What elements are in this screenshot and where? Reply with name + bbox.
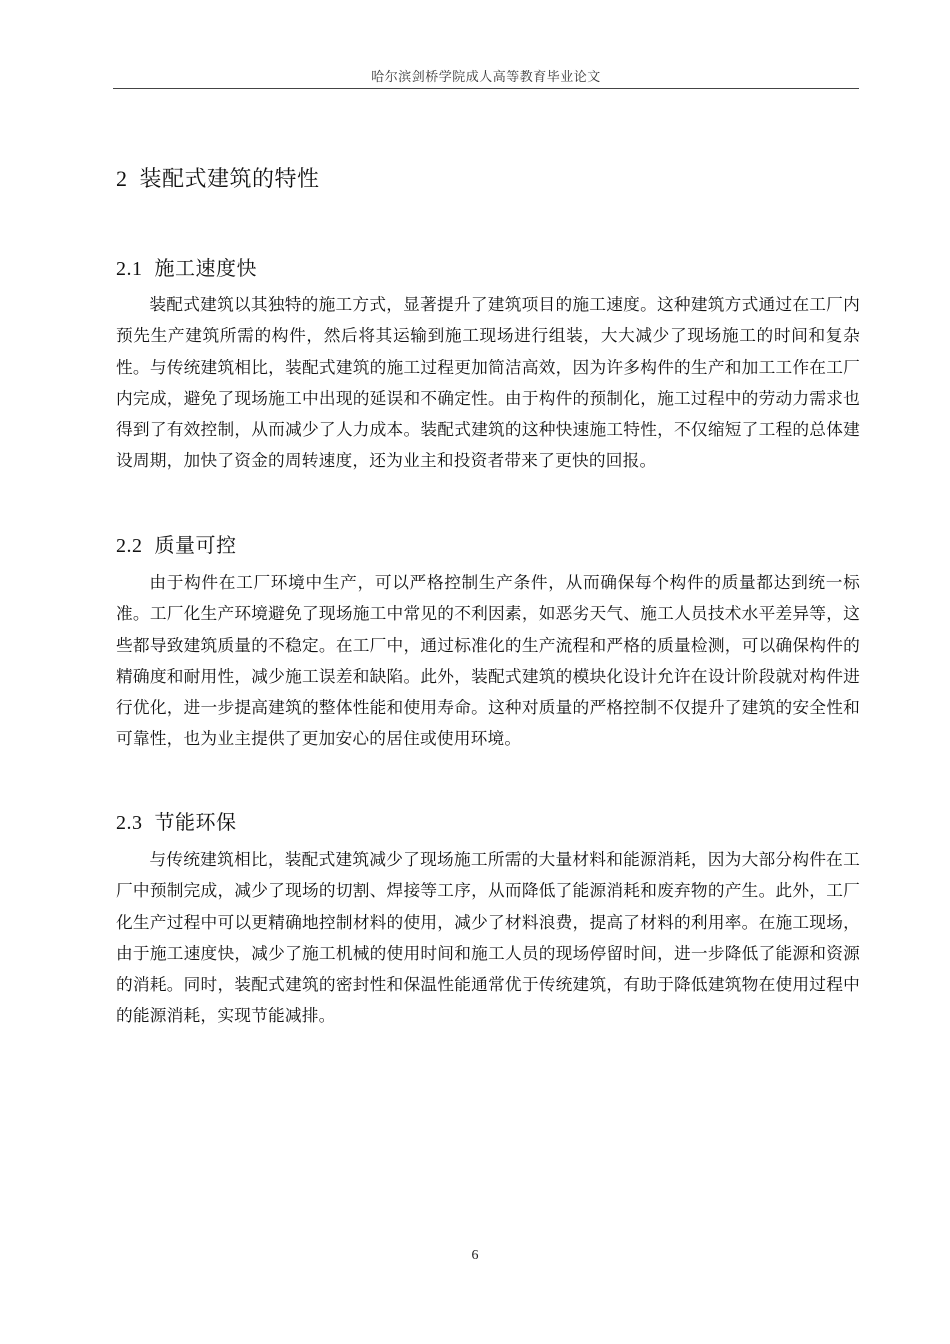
section-title-2-3 <box>116 806 237 835</box>
section-title-2-2 <box>116 529 237 558</box>
chapter-title <box>116 162 320 193</box>
header-rule <box>113 88 859 89</box>
section-title-2-1 <box>116 252 257 281</box>
chapter-title-text: 装配式建筑的特性 <box>139 167 320 192</box>
section-paragraph-2-2: 由于构件在工厂环境中生产，可以严格控制生产条件，从而确保每个构件的质量都达到统一标准。工厂化生产环境避免了现场施工中常见的不利因素，如恶劣天气、施工人员技术水平差异等，这些都导致建筑质量的不稳定。在工厂中，通过标准化的生产流程和严格的质量检测，可以确保构件的精确度和耐用性，减少施工误差和缺陷。此外，装配式建筑的模块化设计允许在设计阶段就对构件进行优化，进一步提高建筑的整体性能和使用寿命。这种对质量的严格控制不仅提升了建筑的安全性和可靠性，也为业主提供了更加安心的居住或使用环境。 <box>116 572 860 749</box>
section-title-text: 节能环保 <box>154 810 237 834</box>
page-number: 6 <box>471 1248 479 1263</box>
section-title-text: 施工速度快 <box>154 256 257 280</box>
section-number: 2.1 <box>116 258 143 280</box>
section-paragraph-2-1: 装配式建筑以其独特的施工方式，显著提升了建筑项目的施工速度。这种建筑方式通过在工厂内预先生产建筑所需的构件，然后将其运输到施工现场进行组装，大大减少了现场施工的时间和复杂性。与传统建筑相比，装配式建筑的施工过程更加简洁高效，因为许多构件的生产和加工工作在工厂内完成，避免了现场施工中出现的延误和不确定性。由于构件的预制化，施工过程中的劳动力需求也得到了有效控制，从而减少了人力成本。装配式建筑的这种快速施工特性，不仅缩短了工程的总体建设周期，加快了资金的周转速度，还为业主和投资者带来了更快的回报。 <box>116 294 860 471</box>
section-title-text: 质量可控 <box>154 533 237 557</box>
section-number: 2.2 <box>116 535 143 557</box>
chapter-number: 2 <box>116 166 128 191</box>
running-header: 哈尔滨剑桥学院成人高等教育毕业论文 <box>371 70 601 85</box>
section-paragraph-2-3: 与传统建筑相比，装配式建筑减少了现场施工所需的大量材料和能源消耗，因为大部分构件在工厂中预制完成，减少了现场的切割、焊接等工序，从而降低了能源消耗和废弃物的产生。此外，工厂化生产过程中可以更精确地控制材料的使用，减少了材料浪费，提高了材料的利用率。在施工现场，由于施工速度快，减少了施工机械的使用时间和施工人员的现场停留时间，进一步降低了能源和资源的消耗。同时，装配式建筑的密封性和保温性能通常优于传统建筑，有助于降低建筑物在使用过程中的能源消耗，实现节能减排。 <box>116 849 860 1026</box>
section-number: 2.3 <box>116 812 143 834</box>
